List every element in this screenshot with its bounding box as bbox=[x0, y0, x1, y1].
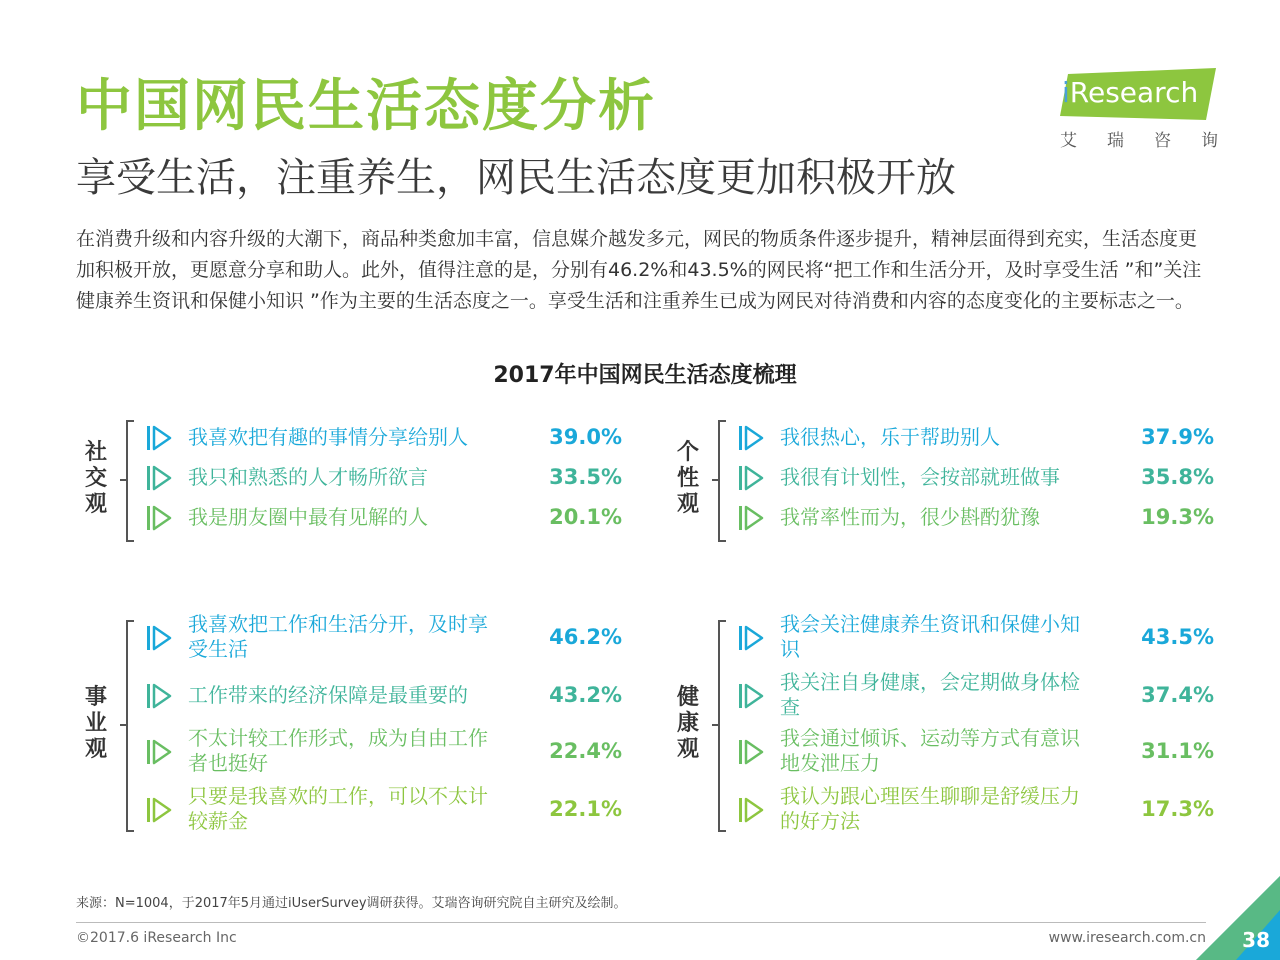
attitude-percentage: 43.5% bbox=[1141, 625, 1214, 649]
attitude-percentage: 43.2% bbox=[549, 683, 622, 707]
group-bracket-tick bbox=[712, 479, 718, 481]
logo-brand: Research bbox=[1069, 76, 1199, 109]
iresearch-logo bbox=[1058, 68, 1248, 158]
group-bracket-tick bbox=[712, 724, 718, 726]
attitude-statement: 我关注自身健康，会定期做身体检查 bbox=[780, 670, 1080, 719]
attitude-percentage: 31.1% bbox=[1141, 739, 1214, 763]
group-bracket-tick bbox=[120, 479, 126, 481]
play-arrow-icon bbox=[146, 464, 172, 492]
attitude-statement: 我很热心，乐于帮助别人 bbox=[780, 425, 1000, 449]
source-note: 来源：N=1004，于2017年5月通过iUserSurvey调研获得。艾瑞咨询研究院自主研究及绘制。 bbox=[76, 896, 627, 911]
attitude-statement: 我会关注健康养生资讯和保健小知识 bbox=[780, 612, 1080, 661]
attitude-percentage: 37.9% bbox=[1141, 425, 1214, 449]
play-arrow-icon bbox=[146, 424, 172, 452]
play-arrow-icon bbox=[738, 464, 764, 492]
attitude-statement: 我会通过倾诉、运动等方式有意识地发泄压力 bbox=[780, 726, 1080, 775]
play-arrow-icon bbox=[146, 504, 172, 532]
attitude-statement: 我喜欢把工作和生活分开，及时享受生活 bbox=[188, 612, 488, 661]
play-arrow-icon bbox=[146, 796, 172, 824]
logo-chinese: 艾瑞咨询 bbox=[1060, 131, 1248, 151]
play-arrow-icon bbox=[146, 738, 172, 766]
attitude-percentage: 33.5% bbox=[549, 465, 622, 489]
attitude-percentage: 46.2% bbox=[549, 625, 622, 649]
attitude-statement: 我很有计划性，会按部就班做事 bbox=[780, 465, 1060, 489]
attitude-statement: 我常率性而为，很少斟酌犹豫 bbox=[780, 505, 1040, 529]
attitude-percentage: 20.1% bbox=[549, 505, 622, 529]
chart-title: 2017年中国网民生活态度梳理 bbox=[493, 363, 797, 388]
logo-i: i bbox=[1062, 76, 1070, 109]
play-arrow-icon bbox=[738, 624, 764, 652]
attitude-statement: 我认为跟心理医生聊聊是舒缓压力的好方法 bbox=[780, 784, 1080, 833]
group-label: 健 康 观 bbox=[676, 685, 699, 762]
attitude-percentage: 17.3% bbox=[1141, 797, 1214, 821]
attitude-percentage: 37.4% bbox=[1141, 683, 1214, 707]
attitude-percentage: 22.4% bbox=[549, 739, 622, 763]
attitude-statement: 我喜欢把有趣的事情分享给别人 bbox=[188, 425, 468, 449]
play-arrow-icon bbox=[738, 738, 764, 766]
attitude-percentage: 22.1% bbox=[549, 797, 622, 821]
page-title: 中国网民生活态度分析 bbox=[76, 74, 656, 139]
group-label: 社 交 观 bbox=[84, 440, 107, 517]
attitude-statement: 我是朋友圈中最有见解的人 bbox=[188, 505, 428, 529]
play-arrow-icon bbox=[146, 682, 172, 710]
group-label: 事 业 观 bbox=[84, 685, 107, 762]
attitude-statement: 我只和熟悉的人才畅所欲言 bbox=[188, 465, 428, 489]
attitude-statement: 不太计较工作形式，成为自由工作者也挺好 bbox=[188, 726, 488, 775]
play-arrow-icon bbox=[738, 796, 764, 824]
play-arrow-icon bbox=[738, 504, 764, 532]
play-arrow-icon bbox=[738, 424, 764, 452]
intro-paragraph: 在消费升级和内容升级的大潮下，商品种类愈加丰富，信息媒介越发多元，网民的物质条件逐步提升，精神层面得到充实，生活态度更加积极开放，更愿意分享和助人。此外，值得注意的是，分别有46.2%和43.5%的网民将“把工作和生活分开，及时享受生活 ”和”关注健康养生资讯和保健小知识 ”作为主要的生活态度之一。享受生活和注重养生已成为网民对待消费和内容的态度变化的主要标志之一。 bbox=[76, 228, 1202, 312]
group-bracket bbox=[718, 620, 726, 832]
logo-wordmark bbox=[1062, 76, 1198, 109]
play-arrow-icon bbox=[146, 624, 172, 652]
website-link[interactable]: www.iresearch.com.cn bbox=[1048, 930, 1206, 946]
play-arrow-icon bbox=[738, 682, 764, 710]
page-number: 38 bbox=[1242, 928, 1270, 952]
group-label: 个 性 观 bbox=[676, 440, 699, 517]
attitude-statement: 只要是我喜欢的工作，可以不太计较薪金 bbox=[188, 784, 488, 833]
attitude-percentage: 35.8% bbox=[1141, 465, 1214, 489]
page-subtitle: 享受生活，注重养生，网民生活态度更加积极开放 bbox=[76, 155, 956, 201]
footer-divider bbox=[76, 922, 1206, 923]
attitude-statement: 工作带来的经济保障是最重要的 bbox=[188, 683, 468, 707]
group-bracket bbox=[126, 620, 134, 832]
group-bracket-tick bbox=[120, 724, 126, 726]
copyright: ©2017.6 iResearch Inc bbox=[76, 930, 237, 946]
attitude-percentage: 39.0% bbox=[549, 425, 622, 449]
group-bracket bbox=[126, 420, 134, 542]
group-bracket bbox=[718, 420, 726, 542]
attitude-percentage: 19.3% bbox=[1141, 505, 1214, 529]
